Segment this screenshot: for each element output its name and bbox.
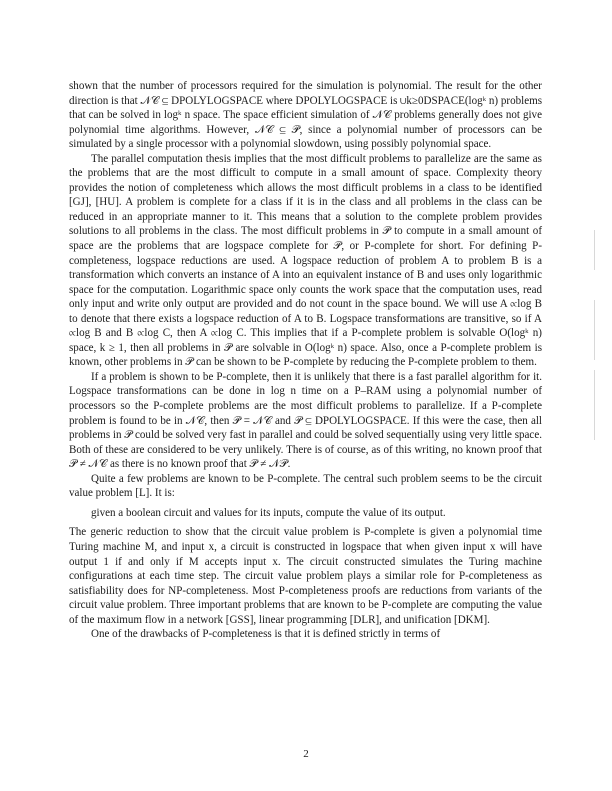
scan-artifact-line bbox=[594, 230, 595, 270]
scan-artifact-line bbox=[594, 370, 595, 440]
paragraph-3: If a problem is shown to be P-complete, then it is unlikely that there is a fast parallel algorithm for it. Logspace transformations can be done in log n time on a P–RAM using a polynomial number of processors so the P-complete problems are the most difficult problems to parallelize. If a P-complete problem is found to be in 𝒩𝒞, then 𝒫 = 𝒩𝒞 and 𝒫 ⊆ DPOLYLOGSPACE. If this were the case, then all problems in 𝒫 could be solved very fast in parallel and could be solved sequentially using very little space. Both of these are considered to be very unlikely. There is of course, as of this writing, no known proof that 𝒫 ≠ 𝒩𝒞 as there is no known proof that 𝒫 ≠ 𝒩𝒫. bbox=[69, 370, 542, 471]
page-number: 2 bbox=[303, 748, 309, 760]
paragraph-5: The generic reduction to show that the circuit value problem is P-complete is given a polynomial time Turing machine M, and input x, a circuit is constructed in logspace that when given input x will have output 1 if and only if M accepts input x. The circuit constructed simulates the Turing machine configurations at each time step. The circuit value problem plays a similar role for P-completeness as satisfiability does for NP-completeness. Most P-completeness proofs are reductions from variants of the circuit value problem. Three important problems that are known to be P-complete are computing the value of the maximum flow in a network [GSS], linear programming [DLR], and unification [DKM]. bbox=[69, 526, 542, 626]
paragraph-4: Quite a few problems are known to be P-complete. The central such problem seems to be the circuit value problem [L]. It is: bbox=[69, 472, 542, 500]
scan-artifact-line bbox=[594, 300, 595, 360]
document-body bbox=[69, 79, 542, 642]
paragraph-1: shown that the number of processors required for the simulation is polynomial. The result for the other direction is that 𝒩𝒞 ⊆ DPOLYLOGSPACE where DPOLYLOGSPACE is ∪k≥0DSPACE(logᵏ n) problems that can be solved in logᵏ n space. The space efficient simulation of 𝒩𝒞 problems generally does not give polynomial time algorithms. However, 𝒩𝒞 ⊆ 𝒫, since a polynomial number of processors can be simulated by a single processor with a polynomial slowdown, using possibly polynomial space. bbox=[69, 80, 542, 151]
paragraph-2: The parallel computation thesis implies that the most difficult problems to parallelize are the same as the problems that are the most difficult to compute in a small amount of space. Complexity theory provides the notion of completeness which allows the most difficult problems in a class to be identified [GJ], [HU]. A problem is complete for a class if it is in the class and all problems in the class can be reduced in an appropriate manner to it. This means that a solution to the complete problem provides solutions to all problems in the class. The most difficult problems in 𝒫 to compute in a small amount of space are the problems that are logspace complete for 𝒫, or P-complete for short. For defining P-completeness, logspace reductions are used. A logspace reduction of problem A to problem B is a transformation which converts an instance of A into an equivalent instance of B and uses only logarithmic space for the computation. Logarithmic space only counts the work space that the computation uses, read only input and write only output are provided and do not count in the space bound. We will use A ∝log B to denote that there exists a logspace reduction of A to B. Logspace transformations are transitive, so if A ∝log B and B ∝log C, then A ∝log C. This implies that if a P-complete problem is solvable O(logᵏ n) space, k ≥ 1, then all problems in 𝒫 are solvable in O(logᵏ n) space. Also, once a P-complete problem is known, other problems in 𝒫 can be shown to be P-complete by reducing the P-complete problem to them. bbox=[69, 152, 542, 369]
quoted-definition: given a boolean circuit and values for its inputs, compute the value of its output. bbox=[91, 506, 446, 519]
paragraph-6: One of the drawbacks of P-completeness is that it is defined strictly in terms of bbox=[91, 628, 441, 641]
